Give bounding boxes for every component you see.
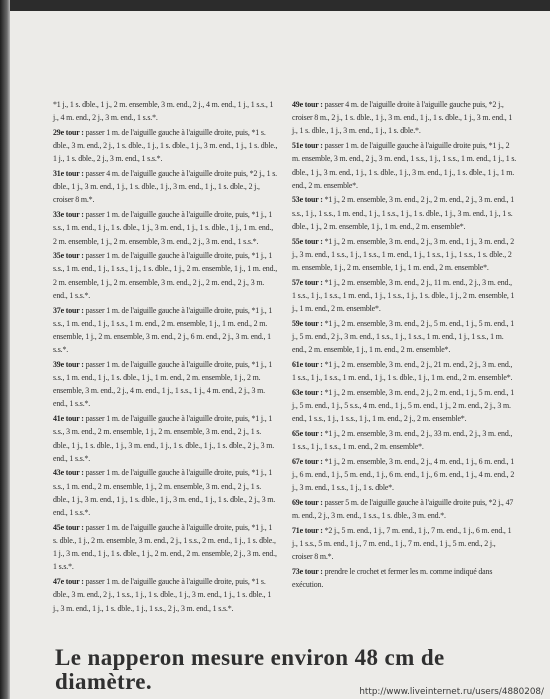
instruction-paragraph: [292, 193, 517, 233]
row-title: 63e tour :: [292, 387, 323, 397]
instruction-paragraph: [53, 126, 278, 166]
instruction-paragraph: [53, 358, 278, 411]
row-instructions: passer 1 m. de l'aiguille gauche à l'aiguille droite, puis, *1 j., 1 s.s., 1 m. end., 2 m. ensemble, 1 j., 2 m. ensemble, 3 m. end., 2 j., 1 s. dble., 1 j., 3 m. end., 1 j., 1 s. dble., 1 j., 3 m. end., 1 j., 1 s. dble., 2 j., 3 m. end., 1 s.s.*.: [53, 468, 276, 518]
row-instructions: passer 1 m. de l'aiguille gauche à l'aiguille droite, puis, *1 j., 1 s.s., 1 m. end., 1 j., 1 s. dble., 1 j., 3 m. end., 1 j., 1 s. dble., 1 j., 1 m. end., 2 m. ensemble, 1 j., 2 m. ensemble, 3 m. end., 2 j., 3 m. end., 1 s.s.*.: [53, 210, 274, 246]
row-title: 67e tour :: [292, 456, 323, 466]
row-title: 61e tour :: [292, 359, 323, 369]
instruction-paragraph: [53, 304, 278, 357]
row-title: 71e tour :: [292, 525, 323, 535]
instruction-paragraph: [292, 139, 517, 192]
row-instructions: *1 j., 2 m. ensemble, 3 m. end., 2 j., 2 m. end., 2 j., 3 m. end., 1 s.s., 1 j., 1 s.s., 1 m. end., 1 j., 1 s.s., 1 j., 1 s. dble., 1 j., 3 m. end., 1 j., 1 s. dble., 1 j., 2 m. ensemble, 1 j., 1 m. end., 2 m. ensemble*.: [292, 195, 515, 231]
instruction-paragraph: [53, 412, 278, 465]
row-title: 31e tour :: [53, 169, 84, 179]
row-instructions: passer 1 m. de l'aiguille gauche à l'aiguille droite, puis, *1 s. dble., 3 m. end., 2 j., 1 s. dble., 1 j., 1 s. dble., 1 j., 3 m. end., 1 j., 1 s. dble., 1 j., 1 s. dble., 2 j., 3 m. end., 1 s.s.*.: [53, 127, 278, 164]
row-title: 49e tour :: [292, 100, 323, 109]
instruction-paragraph: [292, 565, 517, 591]
row-title: 51e tour :: [292, 141, 323, 151]
instruction-paragraph: [292, 427, 517, 453]
row-instructions: prendre le crochet et fermer les m. comme indiqué dans exécution.: [292, 566, 493, 590]
row-instructions: passer 1 m. de l'aiguille gauche à l'aiguille droite, puis, *1 j., 1 s.s., 1 m. end., 1 j., 1 s.s., 1 m. end., 2 m. ensemble, 1 j., 1 m. end., 2 m. ensemble, 1 j., 2 m. ensemble, 3 m. end., 2 j., 6 m. end., 2 j., 3 m. end., 1 s.s.*.: [53, 305, 273, 355]
instruction-paragraph: [53, 575, 278, 615]
book-spine-shadow: [0, 0, 10, 699]
row-title: 55e tour :: [292, 236, 323, 246]
row-title: 41e tour :: [53, 414, 84, 424]
source-watermark: http://www.liveinternet.ru/users/4880208/: [359, 687, 544, 697]
row-instructions: *2 j., 5 m. end., 1 j., 7 m. end., 1 j., 7 m. end., 1 j., 6 m. end., 1 j., 1 s.s., 5 m. end., 1 j., 7 m. end., 1 j., 7 m. end., 1 j., 5 m. end., 2 j., croiser 8 m.*.: [292, 525, 512, 562]
instruction-paragraph: [53, 466, 278, 519]
instruction-paragraph: [292, 98, 517, 138]
instruction-paragraph: [292, 524, 517, 564]
row-title: 39e tour :: [53, 359, 84, 369]
row-title: 73e tour :: [292, 566, 323, 576]
row-instructions: *1 j., 2 m. ensemble, 3 m. end., 2 j., 4 m. end., 1 j., 6 m. end., 1 j., 6 m. end., 1 j., 5 m. end., 1 j., 6 m. end., 1 j., 6 m. end., 1 j., 4 m. end., 2 j., 3 m. end., 1 s.s., 1 j., 1 s. dble*.: [292, 456, 515, 493]
left-text-column: [53, 98, 278, 616]
row-instructions: passer 4 m. de l'aiguille gauche à l'aiguille droite puis, *2 j., 1 s. dble., 1 j., 3 m. end., 1 j., 1 s. dble., 1 j., 3 m. end., 1 j., 1 s. dble., 2 j., croiser 8 m.*.: [53, 169, 277, 205]
row-instructions: *1 j., 2 m. ensemble, 3 m. end., 2 j., 33 m. end., 2 j., 3 m. end., 1 s.s., 1 j., 1 s.s., 1 m. end., 2 m. ensemble*.: [292, 428, 513, 452]
instruction-paragraph: [292, 235, 517, 275]
row-instructions: *1 j., 2 m. ensemble, 3 m. end., 2 j., 5 m. end., 1 j., 5 m. end., 1 j., 5 m. end., 2 j., 3 m. end., 1 s.s., 1 j., 1 s.s., 1 m. end., 1 j., 1 s.s., 1 m. end., 2 m. ensemble, 1 j., 1 m. end., 2 m. ensemble*.: [292, 318, 515, 355]
instruction-paragraph: [292, 276, 517, 316]
instruction-paragraph: [292, 496, 517, 522]
size-caption: Le napperon mesure environ 48 cm de diamètre.: [55, 645, 445, 694]
row-title: 57e tour :: [292, 277, 323, 287]
row-instructions: passer 1 m. de l'aiguille gauche à l'aiguille droite, puis, *1 j., 1 s. dble., 1 j., 2 m. ensemble, 3 m. end., 2 j., 1 s.s., 2 m. end., 1 j., 1 s. dble., 1 j., 3 m. end., 1 j., 1 s. dble., 1 j., 2 m. end., 2 m. ensemble, 2 j., 3 m. end., 1 s.s.*.: [53, 522, 277, 572]
row-title: 37e tour :: [53, 305, 84, 315]
row-title: 65e tour :: [292, 428, 323, 438]
instruction-paragraph: [53, 98, 278, 124]
row-title: 33e tour :: [53, 210, 84, 220]
right-text-column: [292, 98, 517, 593]
row-instructions: passer 1 m. de l'aiguille gauche à l'aiguille droite, puis, *1 j., 1 s.s., 3 m. end., 2 m. ensemble, 1 j., 2 m. ensemble, 3 m. end., 2 j., 1 s. dble., 1 j., 1 s. dble., 1 j., 3 m. end., 1 j., 1 s. dble., 1 j., 1 s. dble., 2 j., 3 m. end., 1 s.s.*.: [53, 414, 275, 463]
magazine-page: [10, 11, 550, 699]
row-title: 45e tour :: [53, 522, 84, 532]
row-title: 35e tour :: [53, 251, 84, 261]
row-instructions: passer 5 m. de l'aiguille gauche à l'aiguille droite puis, *2 j., 47 m. end., 2 j., 3 m. end., 1 s.s., 1 s. dble., 3 m. end.*.: [292, 497, 514, 521]
row-instructions: passer 1 m. de l'aiguille gauche à l'aiguille droite, puis, *1 j., 1 s.s., 1 m. end., 1 j., 1 s.s., 1 j., 1 s. dble., 1 j., 2 m. ensemble, 1 j., 1 m. end., 2 m. ensemble, 1 j., 2 m. ensemble, 3 m. end., 2 j., 2 m. end., 2 j., 3 m. end., 1 s.s.*.: [53, 251, 278, 300]
row-title: 29e tour :: [53, 127, 84, 137]
instruction-paragraph: [53, 249, 278, 302]
instruction-paragraph: [292, 358, 517, 384]
row-instructions: passer 4 m. de l'aiguille droite à l'aiguille gauche puis, *2 j., croiser 8 m., 2 j., 1 s. dble., 1 j., 3 m. end., 1 j., 1 s. dble., 1 j., 3 m. end., 1 j., 1 s. dble., 1 j., 3 m. end., 1 j., 1 s. dble.*.: [292, 100, 513, 136]
row-instructions: *1 j., 2 m. ensemble, 3 m. end., 2 j., 21 m. end., 2 j., 3 m. end., 1 s.s., 1 j., 1 s.s., 1 m. end., 1 j., 1 s. dble., 1 j., 1 m. end., 2 m. ensemble*.: [292, 359, 513, 383]
row-instructions: *1 j., 1 s. dble., 1 j., 2 m. ensemble, 3 m. end., 2 j., 4 m. end., 1 j., 1 s.s., 1 j., 4 m. end., 2 j., 3 m. end., 1 s.s.*.: [53, 100, 274, 123]
instruction-paragraph: [292, 386, 517, 426]
row-instructions: *1 j., 2 m. ensemble, 3 m. end., 2 j., 11 m. end., 2 j., 3 m. end., 1 s.s., 1 j., 1 s.s., 1 m. end., 1 j., 1 s.s., 1 j., 1 s. dble., 1 j., 2 m. ensemble, 1 j., 1 m. end., 2 m. ensemble*.: [292, 277, 515, 314]
row-instructions: *1 j., 2 m. ensemble, 3 m. end., 2 j., 2 m. end., 1 j., 5 m. end., 1 j., 5 m. end., 1 j., 5 s.s., 4 m. end., 1 j., 5 m. end., 1 j., 2 m. end., 2 j., 3 m. end., 1 s.s., 1 j., 1 s.s., 1 j., 1 m. end., 2 j., 2 m. ensemble*.: [292, 387, 515, 424]
instruction-paragraph: [292, 317, 517, 357]
row-instructions: *1 j., 2 m. ensemble, 3 m. end., 2 j., 3 m. end., 1 j., 3 m. end., 2 j., 3 m. end., 1 s.s., 1 j., 1 s.s., 1 m. end., 1 j., 1 s.s., 1 j., 1 s.s., 1 s. dble., 2 m. ensemble, 1 j., 2 m. ensemble, 1 j., 1 m. end., 2 m. ensemble*.: [292, 236, 515, 272]
row-instructions: passer 1 m. de l'aiguille gauche à l'aiguille droite, puis, *1 s. dble., 3 m. end., 2 j., 1 s.s., 1 j., 1 s. dble., 1 j., 3 m. end., 1 j., 1 s. dble., 1 j., 3 m. end., 1 j., 1 s. dble., 1 j., 1 s.s., 2 j., 3 m. end., 1 s.s.*.: [53, 577, 272, 613]
instruction-paragraph: [292, 455, 517, 495]
instruction-paragraph: [53, 208, 278, 248]
instruction-paragraph: [53, 167, 278, 207]
row-title: 53e tour :: [292, 195, 323, 205]
row-title: 47e tour :: [53, 577, 84, 587]
row-instructions: passer 1 m. de l'aiguille gauche à l'aiguille droite, puis, *1 j., 1 s.s., 1 m. end., 1 j., 1 s. dble., 1 j., 1 m. end., 2 m. ensemble, 1 j., 2 m. ensemble, 3 m. end., 2 j., 4 m. end., 1 j., 1 s.s., 1 j., 4 m. end., 2 j., 3 m. end., 1 s.s.*.: [53, 359, 273, 409]
row-title: 43e tour :: [53, 468, 84, 478]
row-title: 59e tour :: [292, 318, 323, 328]
row-instructions: passer 1 m. de l'aiguille gauche à l'aiguille droite puis, *1 j., 2 m. ensemble, 3 m. end., 2 j., 3 m. end., 1 s.s., 1 j., 1 s.s., 1 m. end., 1 j., 1 s. dble., 1 j., 3 m. end., 1 j., 1 s. dble., 1 j., 3 m. end., 1 j., 1 s. dble., 1 j., 1 m. end., 2 m. ensemble*.: [292, 141, 517, 190]
row-title: 69e tour :: [292, 497, 323, 507]
instruction-paragraph: [53, 521, 278, 574]
